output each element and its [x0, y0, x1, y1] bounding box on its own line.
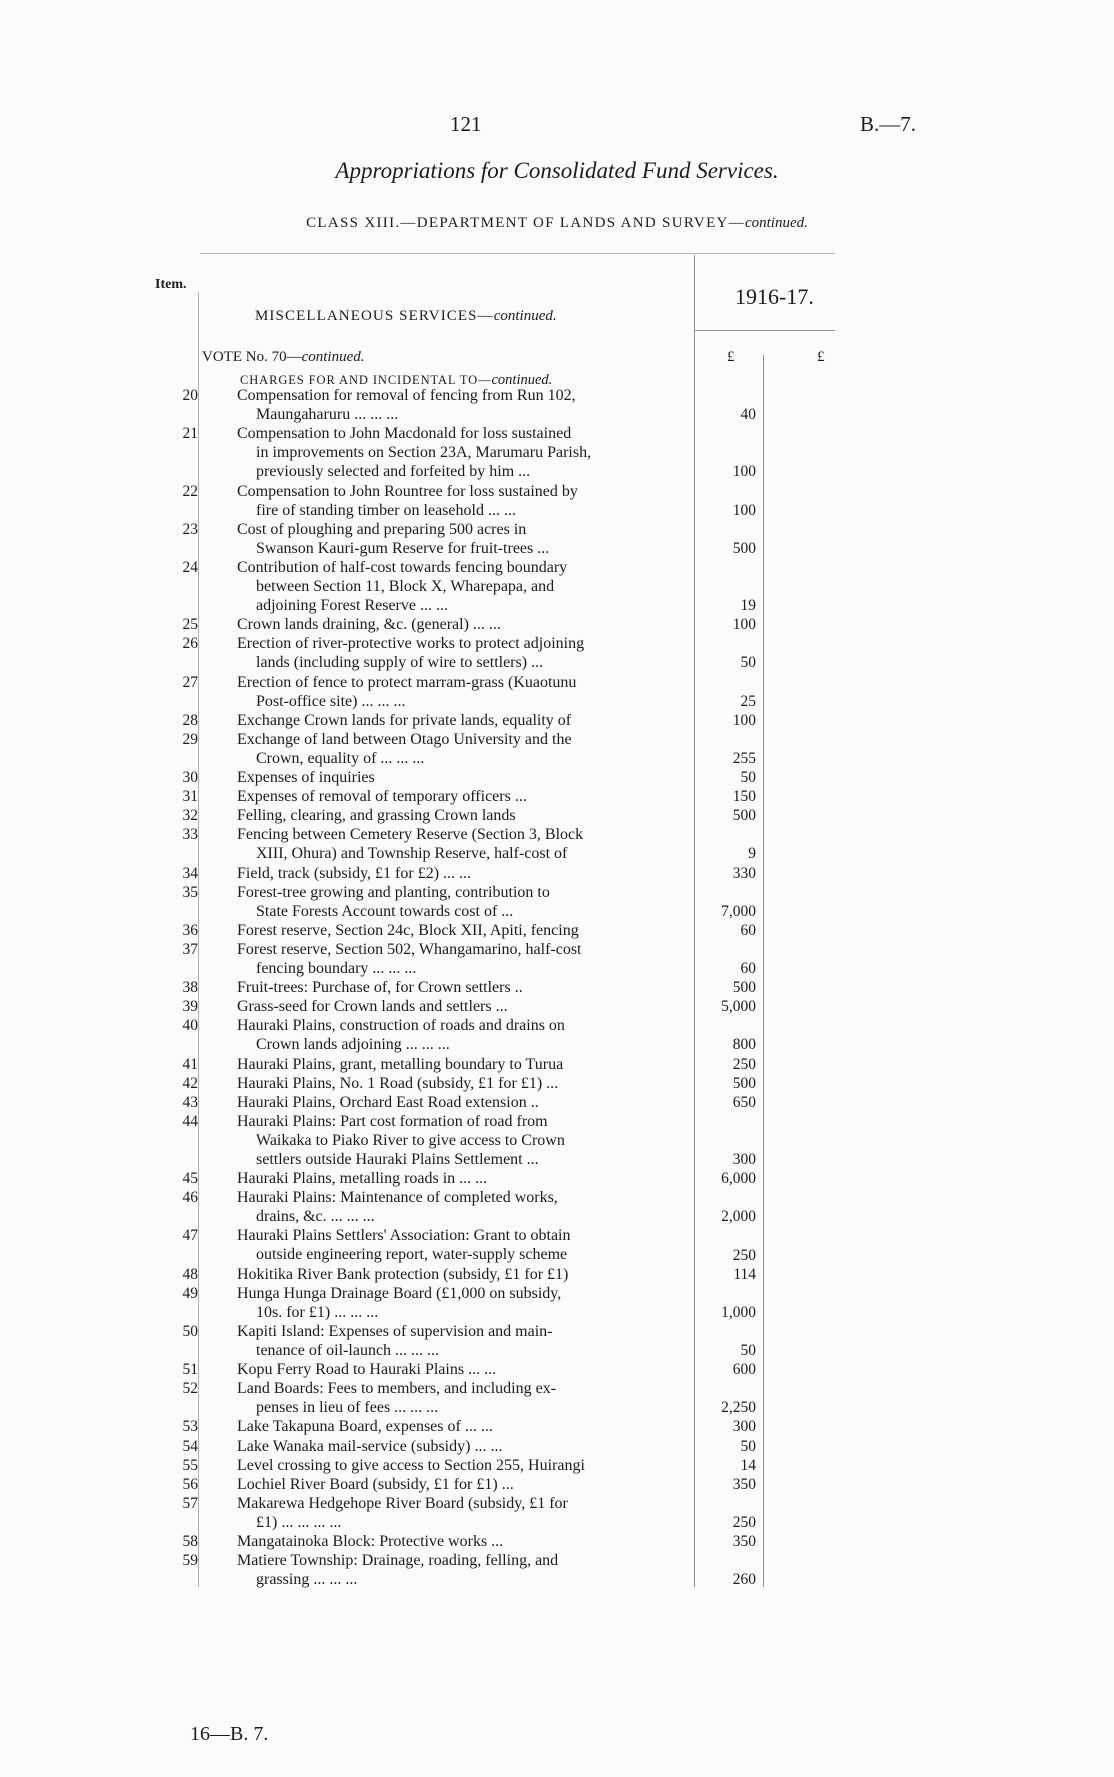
page-number: 121: [450, 112, 482, 136]
description-line: Forest reserve, Section 24c, Block XII, Apiti, fencing: [237, 921, 579, 939]
item-number: 31: [182, 788, 198, 806]
description-line: previously selected and forfeited by him ...: [256, 463, 531, 481]
description-line: Expenses of removal of temporary officers ...: [237, 788, 527, 806]
section-heading-text: MISCELLANEOUS SERVICES—: [255, 308, 494, 324]
item-description: [237, 559, 682, 616]
description-line: Cost of ploughing and preparing 500 acres in: [237, 520, 527, 538]
description-line: Land Boards: Fees to members, and including ex-: [237, 1380, 557, 1398]
item-number: 53: [182, 1418, 198, 1436]
section-heading-continued: continued.: [493, 308, 557, 324]
item-number: 49: [182, 1284, 198, 1302]
item-description: [237, 635, 682, 673]
item-number: 52: [182, 1380, 198, 1398]
item-amount: 25: [740, 692, 756, 710]
description-line: Waikaka to Piako River to give access to Crown: [256, 1131, 565, 1149]
description-line: penses in lieu of fees ... ... ...: [256, 1399, 439, 1417]
item-amount: 60: [740, 921, 756, 939]
description-line: Compensation for removal of fencing from Run 102,: [237, 387, 576, 404]
description-line: in improvements on Section 23A, Marumaru Parish,: [256, 444, 592, 462]
item-number: 39: [182, 998, 198, 1016]
description-line: Hauraki Plains, construction of roads and drains on: [237, 1017, 565, 1035]
currency-symbol-1: £: [727, 349, 735, 365]
description-line: fencing boundary ... ... ...: [256, 959, 417, 977]
description-line: Mangatainoka Block: Protective works ...: [237, 1533, 504, 1550]
description-line: Hokitika River Bank protection (subsidy, £1 for £1): [237, 1265, 569, 1283]
item-number: 41: [182, 1055, 198, 1073]
item-description: [237, 425, 682, 482]
item-amount: 255: [732, 749, 756, 767]
item-amount: 5,000: [721, 998, 756, 1016]
item-number: 32: [182, 807, 198, 825]
item-number: 59: [182, 1552, 198, 1570]
item-amount: 350: [732, 1475, 756, 1493]
charges-continued: continued.: [491, 372, 553, 388]
item-amount: 100: [732, 501, 756, 519]
item-amount: 2,000: [721, 1208, 756, 1226]
description-line: Makarewa Hedgehope River Board (subsidy, £1 for: [237, 1494, 568, 1512]
description-line: grassing ... ... ...: [256, 1571, 358, 1589]
description-line: drains, &c. ... ... ...: [256, 1208, 375, 1226]
year-rule: [695, 330, 835, 331]
item-description: [237, 616, 682, 635]
item-description: [237, 1227, 682, 1265]
description-line: Felling, clearing, and grassing Crown lands: [237, 807, 516, 825]
description-line: Crown lands draining, &c. (general) ... ...: [237, 616, 501, 634]
item-description: [237, 826, 682, 864]
description-line: Hauraki Plains, metalling roads in ... ...: [237, 1170, 488, 1188]
item-amount: 260: [732, 1571, 756, 1589]
item-description: [237, 712, 682, 731]
item-number: 38: [182, 979, 198, 997]
item-number: 35: [182, 883, 198, 901]
item-description: [237, 1438, 682, 1457]
item-description: [237, 674, 682, 712]
currency-symbol-2: £: [817, 349, 825, 365]
item-description: [237, 1533, 682, 1552]
item-column-rule: [198, 292, 199, 1587]
item-description: [237, 884, 682, 922]
item-number: 40: [182, 1017, 198, 1035]
item-description: [237, 788, 682, 807]
item-number: 44: [182, 1112, 198, 1130]
item-number: 24: [182, 558, 198, 576]
item-number: 58: [182, 1533, 198, 1550]
item-number: 47: [182, 1227, 198, 1245]
description-line: Forest-tree growing and planting, contribution to: [237, 883, 550, 901]
item-amount: 250: [732, 1513, 756, 1531]
description-line: £1) ... ... ... ...: [256, 1513, 342, 1531]
item-amount: 50: [740, 1437, 756, 1455]
item-description: [237, 998, 682, 1017]
description-line: Kopu Ferry Road to Hauraki Plains ... ...: [237, 1361, 497, 1379]
description-line: Fencing between Cemetery Reserve (Section 3, Block: [237, 826, 584, 844]
description-line: Hauraki Plains, No. 1 Road (subsidy, £1 for £1) ...: [237, 1074, 559, 1092]
description-line: Compensation to John Rountree for loss sustained by: [237, 482, 578, 500]
item-amount: 300: [732, 1151, 756, 1168]
header-rule: [200, 253, 835, 254]
description-line: Hauraki Plains Settlers' Association: Grant to obtain: [237, 1227, 571, 1245]
description-line: Lake Takapuna Board, expenses of ... ...: [237, 1418, 493, 1436]
item-amount: 330: [732, 864, 756, 882]
item-description: [237, 1170, 682, 1189]
item-amount: 14: [740, 1456, 756, 1474]
item-description: [237, 1017, 682, 1055]
description-line: Kapiti Island: Expenses of supervision and main-: [237, 1322, 553, 1340]
item-column-header: Item.: [155, 277, 187, 292]
description-line: Erection of fence to protect marram-grass (Kuaotunu: [237, 673, 577, 691]
description-line: outside engineering report, water-supply scheme: [256, 1246, 568, 1264]
description-line: Lake Wanaka mail-service (subsidy) ... ...: [237, 1437, 503, 1455]
description-line: Hunga Hunga Drainage Board (£1,000 on subsidy,: [237, 1284, 562, 1302]
class-heading-text: CLASS XIII.—DEPARTMENT OF LANDS AND SURVEY—: [306, 215, 745, 231]
description-line: Compensation to John Macdonald for loss sustained: [237, 425, 572, 443]
section-heading: [255, 308, 557, 325]
item-amount: 9: [748, 845, 756, 863]
item-number: 48: [182, 1265, 198, 1283]
description-line: Swanson Kauri-gum Reserve for fruit-trees ...: [256, 539, 550, 557]
item-number: 51: [182, 1361, 198, 1379]
description-line: Hauraki Plains: Maintenance of completed works,: [237, 1189, 558, 1207]
item-number: 23: [182, 520, 198, 538]
item-amount: 350: [732, 1533, 756, 1550]
item-amount: 650: [732, 1093, 756, 1111]
item-amount: 300: [732, 1418, 756, 1436]
item-description: [237, 865, 682, 884]
item-description: [237, 1323, 682, 1361]
item-number: 30: [182, 769, 198, 786]
item-description: [237, 1189, 682, 1227]
charges-text: CHARGES FOR AND INCIDENTAL TO—: [240, 373, 492, 387]
description-line: XIII, Ohura) and Township Reserve, half-cost of: [256, 845, 568, 863]
item-description: [237, 1476, 682, 1495]
item-number: 50: [182, 1322, 198, 1340]
description-line: State Forests Account towards cost of ...: [256, 902, 514, 920]
description-line: Hauraki Plains, grant, metalling boundary to Turua: [237, 1055, 564, 1073]
item-amount: 250: [732, 1246, 756, 1264]
item-description: [237, 387, 682, 425]
item-description: [237, 1495, 682, 1533]
item-description: [237, 1113, 682, 1170]
item-description: [237, 521, 682, 559]
item-number: 45: [182, 1170, 198, 1188]
item-amount: 500: [732, 979, 756, 997]
item-number: 37: [182, 940, 198, 958]
description-line: Crown lands adjoining ... ... ...: [256, 1036, 450, 1054]
item-amount: 100: [732, 463, 756, 481]
item-description: [237, 769, 682, 788]
description-line: adjoining Forest Reserve ... ...: [256, 597, 448, 615]
item-amount: 100: [732, 711, 756, 729]
document-title: Appropriations for Consolidated Fund Services.: [335, 158, 779, 183]
item-number: 56: [182, 1475, 198, 1493]
item-description: [237, 1075, 682, 1094]
item-number: 26: [182, 635, 198, 653]
item-number: 33: [182, 826, 198, 844]
item-number: 42: [182, 1074, 198, 1092]
description-column-rule: [694, 255, 695, 1587]
item-number: 27: [182, 673, 198, 691]
item-number: 54: [182, 1437, 198, 1455]
item-description: [237, 731, 682, 769]
item-amount: 800: [732, 1036, 756, 1054]
footer-signature: 16—B. 7.: [190, 1723, 269, 1745]
item-description: [237, 1380, 682, 1418]
description-line: Contribution of half-cost towards fencing boundary: [237, 558, 568, 576]
description-line: settlers outside Hauraki Plains Settlement ...: [256, 1150, 539, 1168]
year-column-header: 1916-17.: [735, 284, 814, 309]
description-line: Crown, equality of ... ... ...: [256, 749, 425, 767]
item-number: 21: [182, 425, 198, 443]
item-amount: 7,000: [721, 902, 756, 920]
item-description: [237, 807, 682, 826]
item-description: [237, 1552, 682, 1590]
class-heading: [0, 215, 1114, 232]
item-amount: 40: [740, 406, 756, 424]
vote-continued: continued.: [301, 349, 365, 365]
description-line: Expenses of inquiries: [237, 769, 375, 786]
item-amount: 2,250: [721, 1399, 756, 1417]
description-line: Hauraki Plains, Orchard East Road extension ..: [237, 1093, 539, 1111]
item-amount: 100: [732, 616, 756, 634]
description-line: Post-office site) ... ... ...: [256, 692, 406, 710]
item-amount: 19: [740, 597, 756, 615]
item-number: 55: [182, 1456, 198, 1474]
item-number: 34: [182, 864, 198, 882]
item-amount: 60: [740, 960, 756, 977]
item-description: [237, 1285, 682, 1323]
description-line: Exchange of land between Otago University and the: [237, 730, 572, 748]
description-line: Exchange Crown lands for private lands, equality of: [237, 711, 572, 729]
description-line: lands (including supply of wire to settlers) ...: [256, 654, 544, 672]
description-line: Fruit-trees: Purchase of, for Crown settlers ..: [237, 979, 523, 997]
item-description: [237, 1266, 682, 1285]
item-number: 25: [182, 616, 198, 634]
item-description: [237, 922, 682, 941]
document-reference: B.—7.: [860, 112, 917, 136]
item-amount: 600: [732, 1361, 756, 1379]
item-description: [237, 1361, 682, 1380]
item-number: 28: [182, 711, 198, 729]
vote-text: VOTE No. 70—: [202, 349, 302, 365]
description-line: Lochiel River Board (subsidy, £1 for £1) ...: [237, 1475, 514, 1493]
item-number: 43: [182, 1093, 198, 1111]
vote-line: [202, 349, 364, 366]
item-description: [237, 483, 682, 521]
item-number: 29: [182, 730, 198, 748]
item-number: 22: [182, 482, 198, 500]
item-amount: 1,000: [721, 1303, 756, 1321]
description-line: Forest reserve, Section 502, Whangamarino, half-cost: [237, 940, 582, 958]
description-line: 10s. for £1) ... ... ...: [256, 1303, 379, 1321]
item-description: [237, 1418, 682, 1437]
item-description: [237, 941, 682, 979]
item-number: 57: [182, 1494, 198, 1512]
description-line: tenance of oil-launch ... ... ...: [256, 1341, 440, 1359]
item-description: [237, 1457, 682, 1476]
item-amount: 500: [732, 1074, 756, 1092]
item-description: [237, 979, 682, 998]
item-amount: 50: [740, 769, 756, 786]
item-amount: 50: [740, 654, 756, 672]
item-amount: 500: [732, 539, 756, 557]
item-description: [237, 1094, 682, 1113]
description-line: Hauraki Plains: Part cost formation of road from: [237, 1112, 548, 1130]
description-line: Maungaharuru ... ... ...: [256, 406, 399, 424]
item-number: 46: [182, 1189, 198, 1207]
description-line: Field, track (subsidy, £1 for £2) ... ...: [237, 864, 472, 882]
description-line: Erection of river-protective works to protect adjoining: [237, 635, 585, 653]
item-amount: 500: [732, 807, 756, 825]
amount-column-rule: [763, 355, 764, 1587]
description-line: Level crossing to give access to Section 255, Huirangi: [237, 1456, 585, 1474]
item-number: 36: [182, 921, 198, 939]
item-amount: 250: [732, 1055, 756, 1073]
class-heading-continued: continued.: [744, 215, 808, 231]
description-line: Grass-seed for Crown lands and settlers ...: [237, 998, 508, 1016]
description-line: between Section 11, Block X, Wharepapa, and: [256, 577, 555, 595]
item-amount: 50: [740, 1342, 756, 1359]
item-amount: 114: [733, 1265, 756, 1283]
item-description: [237, 1056, 682, 1075]
item-number: 20: [182, 387, 198, 404]
description-line: fire of standing timber on leasehold ... ...: [256, 501, 516, 519]
item-amount: 6,000: [721, 1170, 756, 1188]
description-line: Matiere Township: Drainage, roading, felling, and: [237, 1552, 559, 1570]
item-amount: 150: [732, 788, 756, 806]
